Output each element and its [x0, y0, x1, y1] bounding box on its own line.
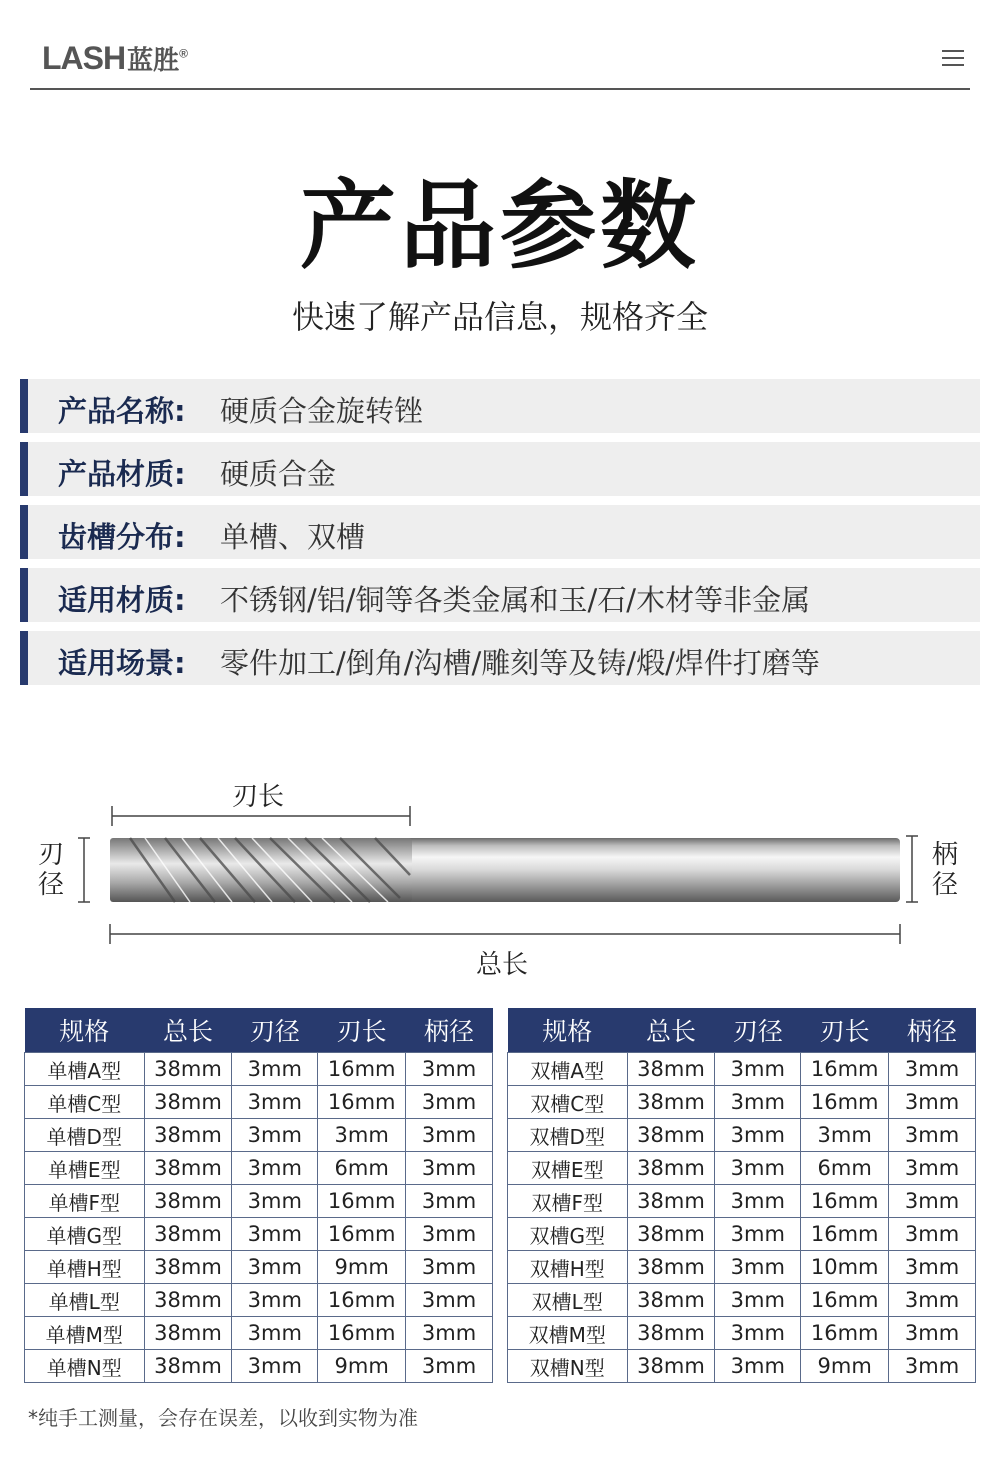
shank-dia-label: 柄径 — [931, 840, 958, 900]
cell-value: 3mm — [232, 1350, 318, 1383]
table-row — [25, 1251, 493, 1284]
cell-value: 3mm — [232, 1086, 318, 1119]
table-row — [508, 1218, 976, 1251]
cell-value: 38mm — [627, 1086, 715, 1119]
cell-spec: 单槽G型 — [25, 1218, 145, 1251]
logo-cn: 蓝胜 — [127, 46, 180, 76]
cell-value: 3mm — [715, 1053, 801, 1086]
cell-spec: 单槽D型 — [25, 1119, 145, 1152]
cell-spec: 单槽L型 — [25, 1284, 145, 1317]
blade-dia-label: 刃径 — [37, 840, 64, 900]
info-value: 不锈钢/铝/铜等各类金属和玉/石/木材等非金属 — [220, 583, 811, 617]
col-header-blade-length: 刃长 — [318, 1008, 406, 1053]
cell-value: 16mm — [318, 1218, 406, 1251]
cell-value: 3mm — [889, 1152, 976, 1185]
cell-value: 3mm — [715, 1251, 801, 1284]
info-label: 产品材质: — [58, 457, 186, 491]
page-subtitle: 快速了解产品信息，规格齐全 — [291, 298, 708, 336]
cell-value: 3mm — [889, 1119, 976, 1152]
table-row — [25, 1086, 493, 1119]
info-row-applicable-material — [20, 568, 980, 622]
col-header-total-length: 总长 — [627, 1008, 715, 1053]
col-header-blade-dia: 刃径 — [232, 1008, 318, 1053]
cell-value: 3mm — [232, 1284, 318, 1317]
table-row — [25, 1185, 493, 1218]
cell-value: 38mm — [144, 1251, 232, 1284]
table-header-row — [508, 1008, 976, 1053]
cell-value: 16mm — [318, 1284, 406, 1317]
cell-value: 3mm — [406, 1284, 493, 1317]
cell-value: 3mm — [715, 1350, 801, 1383]
measurement-footnote: *纯手工测量，会存在误差，以收到实物为准 — [28, 1406, 418, 1430]
cell-spec: 双槽G型 — [508, 1218, 628, 1251]
double-flute-spec-table — [507, 1008, 976, 1383]
cell-spec: 单槽E型 — [25, 1152, 145, 1185]
cell-value: 3mm — [889, 1185, 976, 1218]
cell-spec: 单槽H型 — [25, 1251, 145, 1284]
cell-value: 3mm — [406, 1119, 493, 1152]
table-row — [508, 1152, 976, 1185]
cell-value: 16mm — [801, 1284, 889, 1317]
cell-value: 38mm — [627, 1350, 715, 1383]
cell-value: 3mm — [406, 1152, 493, 1185]
cell-value: 38mm — [144, 1350, 232, 1383]
cell-value: 3mm — [406, 1317, 493, 1350]
cell-value: 38mm — [144, 1053, 232, 1086]
info-row-scenario — [20, 631, 980, 685]
cell-value: 3mm — [715, 1218, 801, 1251]
cell-value: 3mm — [232, 1152, 318, 1185]
cell-spec: 双槽N型 — [508, 1350, 628, 1383]
cell-value: 3mm — [406, 1218, 493, 1251]
cell-value: 3mm — [715, 1152, 801, 1185]
cell-value: 38mm — [627, 1317, 715, 1350]
single-flute-spec-table — [24, 1008, 493, 1383]
cell-value: 16mm — [801, 1218, 889, 1251]
info-label: 适用场景: — [58, 646, 186, 680]
cell-value: 3mm — [889, 1284, 976, 1317]
col-header-blade-dia: 刃径 — [715, 1008, 801, 1053]
cell-value: 3mm — [406, 1251, 493, 1284]
cell-spec: 单槽M型 — [25, 1317, 145, 1350]
tool-dimension-diagram — [0, 770, 1000, 990]
table-row — [508, 1284, 976, 1317]
cell-value: 38mm — [144, 1152, 232, 1185]
col-header-blade-length: 刃长 — [801, 1008, 889, 1053]
cell-value: 3mm — [232, 1251, 318, 1284]
cell-value: 3mm — [715, 1119, 801, 1152]
cell-value: 3mm — [715, 1284, 801, 1317]
cell-value: 38mm — [627, 1185, 715, 1218]
cell-spec: 双槽C型 — [508, 1086, 628, 1119]
cell-spec: 双槽E型 — [508, 1152, 628, 1185]
cell-value: 3mm — [889, 1086, 976, 1119]
table-row — [25, 1053, 493, 1086]
info-row-material — [20, 442, 980, 496]
col-header-shank-dia: 柄径 — [889, 1008, 976, 1053]
cell-value: 38mm — [144, 1317, 232, 1350]
cell-spec: 单槽A型 — [25, 1053, 145, 1086]
page-title: 产品参数 — [300, 170, 700, 282]
cell-value: 38mm — [144, 1119, 232, 1152]
info-row-flute — [20, 505, 980, 559]
info-value: 硬质合金旋转锉 — [220, 394, 424, 428]
cell-value: 3mm — [889, 1350, 976, 1383]
cell-value: 38mm — [627, 1284, 715, 1317]
info-value: 硬质合金 — [220, 457, 337, 491]
cell-value: 3mm — [406, 1053, 493, 1086]
info-label: 齿槽分布: — [58, 520, 186, 554]
cell-value: 6mm — [801, 1152, 889, 1185]
cell-value: 6mm — [318, 1152, 406, 1185]
info-label: 适用材质: — [58, 583, 186, 617]
table-row — [508, 1053, 976, 1086]
info-value: 单槽、双槽 — [220, 520, 366, 554]
table-row — [508, 1119, 976, 1152]
logo-text: LASH — [42, 40, 126, 76]
logo-reg: ® — [179, 46, 187, 61]
cell-value: 3mm — [232, 1218, 318, 1251]
cell-value: 3mm — [889, 1053, 976, 1086]
cell-value: 16mm — [801, 1053, 889, 1086]
cell-value: 3mm — [232, 1053, 318, 1086]
cell-spec: 双槽L型 — [508, 1284, 628, 1317]
cell-value: 38mm — [627, 1053, 715, 1086]
cell-value: 3mm — [232, 1185, 318, 1218]
cell-value: 3mm — [889, 1218, 976, 1251]
cell-value: 9mm — [318, 1251, 406, 1284]
col-header-spec: 规格 — [25, 1008, 145, 1053]
table-row — [508, 1185, 976, 1218]
cell-value: 3mm — [715, 1317, 801, 1350]
cell-value: 3mm — [406, 1350, 493, 1383]
cell-value: 3mm — [715, 1086, 801, 1119]
cell-value: 38mm — [144, 1185, 232, 1218]
info-value: 零件加工/倒角/沟槽/雕刻等及铸/煅/焊件打磨等 — [220, 646, 820, 680]
table-row — [508, 1251, 976, 1284]
cell-value: 38mm — [627, 1218, 715, 1251]
cell-value: 3mm — [406, 1086, 493, 1119]
cell-spec: 双槽F型 — [508, 1185, 628, 1218]
cell-value: 16mm — [318, 1086, 406, 1119]
table-row — [25, 1350, 493, 1383]
table-row — [25, 1119, 493, 1152]
blade-length-label: 刃长 — [232, 782, 285, 812]
table-header-row — [25, 1008, 493, 1053]
cell-value: 3mm — [318, 1119, 406, 1152]
cell-spec: 单槽F型 — [25, 1185, 145, 1218]
cell-value: 3mm — [406, 1185, 493, 1218]
cell-value: 38mm — [627, 1152, 715, 1185]
cell-value: 38mm — [144, 1086, 232, 1119]
cell-value: 3mm — [715, 1185, 801, 1218]
cell-value: 38mm — [627, 1119, 715, 1152]
cell-value: 3mm — [889, 1251, 976, 1284]
table-row — [25, 1317, 493, 1350]
info-label: 产品名称: — [58, 394, 186, 428]
cell-value: 3mm — [232, 1317, 318, 1350]
cell-value: 3mm — [801, 1119, 889, 1152]
table-row — [25, 1152, 493, 1185]
cell-value: 10mm — [801, 1251, 889, 1284]
table-row — [508, 1086, 976, 1119]
cell-spec: 双槽M型 — [508, 1317, 628, 1350]
info-row-name — [20, 379, 980, 433]
col-header-total-length: 总长 — [144, 1008, 232, 1053]
cell-spec: 单槽N型 — [25, 1350, 145, 1383]
table-row — [508, 1317, 976, 1350]
cell-value: 3mm — [889, 1317, 976, 1350]
cell-value: 9mm — [801, 1350, 889, 1383]
table-row — [25, 1284, 493, 1317]
cell-value: 3mm — [232, 1119, 318, 1152]
cell-value: 16mm — [801, 1317, 889, 1350]
cell-value: 16mm — [318, 1185, 406, 1218]
table-row — [508, 1350, 976, 1383]
cell-value: 16mm — [318, 1317, 406, 1350]
hamburger-menu-icon[interactable] — [942, 50, 964, 68]
cell-value: 16mm — [801, 1086, 889, 1119]
cell-spec: 双槽D型 — [508, 1119, 628, 1152]
col-header-shank-dia: 柄径 — [406, 1008, 493, 1053]
cell-spec: 单槽C型 — [25, 1086, 145, 1119]
col-header-spec: 规格 — [508, 1008, 628, 1053]
cell-value: 9mm — [318, 1350, 406, 1383]
cell-value: 38mm — [144, 1218, 232, 1251]
cell-value: 16mm — [318, 1053, 406, 1086]
brand-logo[interactable] — [42, 40, 187, 77]
total-length-label: 总长 — [476, 950, 529, 980]
cell-spec: 双槽H型 — [508, 1251, 628, 1284]
cell-spec: 双槽A型 — [508, 1053, 628, 1086]
cell-value: 16mm — [801, 1185, 889, 1218]
cell-value: 38mm — [144, 1284, 232, 1317]
cell-value: 38mm — [627, 1251, 715, 1284]
table-row — [25, 1218, 493, 1251]
page-header — [30, 0, 970, 90]
